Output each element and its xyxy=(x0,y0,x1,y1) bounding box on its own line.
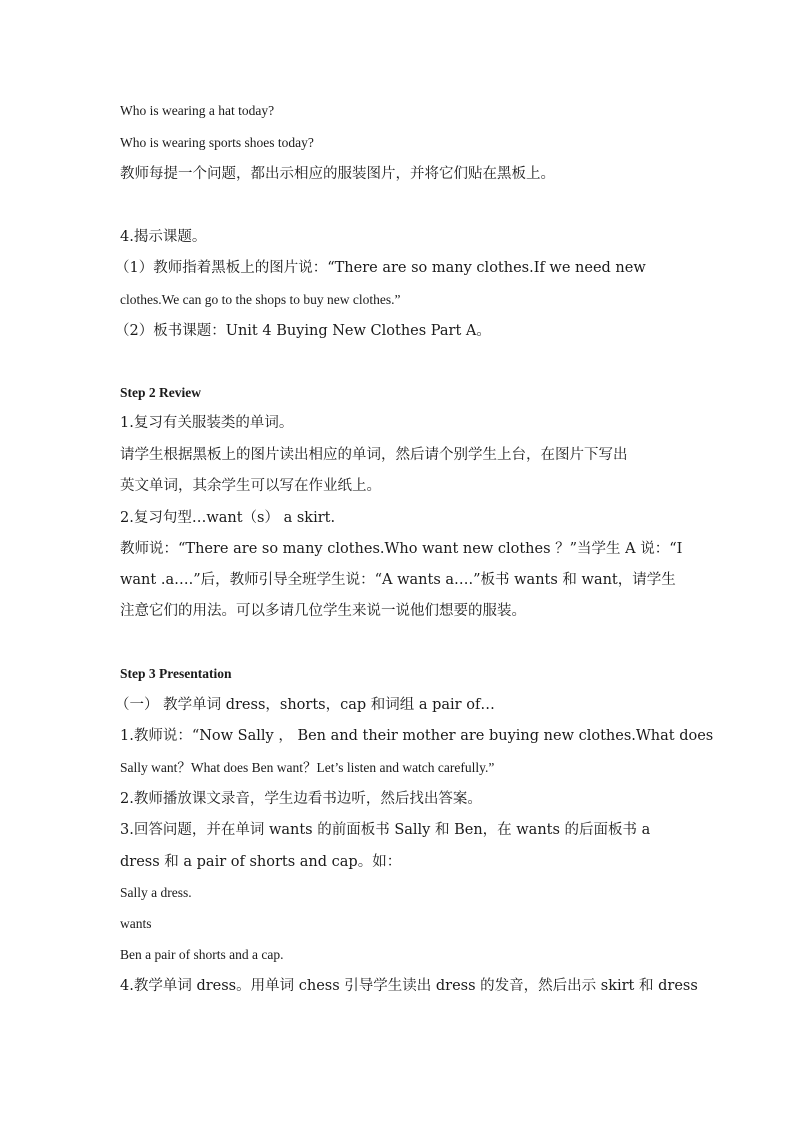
paragraph: 教师说：“There are so many clothes.Who want new clothes ？”当学生 A 说：“I xyxy=(120,541,683,557)
example-line: Ben a pair of shorts and a cap. xyxy=(120,947,284,962)
list-item-1: 1.复习有关服装类的单词。 xyxy=(120,415,294,431)
paragraph: 英文单词，其余学生可以写在作业纸上。 xyxy=(120,478,381,494)
question-hat: Who is wearing a hat today? xyxy=(120,103,275,118)
list-item-2: 2.复习句型…want（s） a skirt. xyxy=(120,510,336,526)
step-3-heading: Step 3 Presentation xyxy=(120,666,232,681)
list-item-3: 3.回答问题，并在单词 wants 的前面板书 Sally 和 Ben，在 wants 的后面板书 a xyxy=(120,822,651,838)
paragraph: 请学生根据黑板上的图片读出相应的单词，然后请个别学生上台，在图片下写出 xyxy=(120,447,628,463)
paragraph: （2）板书课题：Unit 4 Buying New Clothes Part A。 xyxy=(115,323,491,339)
paragraph: （1）教师指着黑板上的图片说：“There are so many clothes.If we need new xyxy=(115,260,646,276)
list-item-2: 2.教师播放课文录音，学生边看书边听，然后找出答案。 xyxy=(120,791,482,807)
sub-heading: （一） 教学单词 dress，shorts，cap 和词组 a pair of… xyxy=(115,697,495,713)
list-item-1: 1.教师说：“Now Sally ， Ben and their mother are buying new clothes.What does xyxy=(120,728,714,744)
paragraph: 注意它们的用法。可以多请几位学生来说一说他们想要的服装。 xyxy=(120,603,526,619)
paragraph: Sally want？What does Ben want？Let’s listen and watch carefully.” xyxy=(120,760,495,775)
example-line: Sally a dress. xyxy=(120,885,192,900)
paragraph: want .a….”后，教师引导全班学生说：“A wants a….”板书 wants 和 want，请学生 xyxy=(120,572,676,588)
paragraph: clothes.We can go to the shops to buy new clothes.” xyxy=(120,292,401,307)
list-item-4: 4.教学单词 dress。用单词 chess 引导学生读出 dress 的发音，然后出示 skirt 和 dress xyxy=(120,978,698,994)
question-shoes: Who is wearing sports shoes today? xyxy=(120,135,314,150)
example-line: wants xyxy=(120,916,152,931)
paragraph: 教师每提一个问题，都出示相应的服装图片，并将它们贴在黑板上。 xyxy=(120,166,555,182)
step-2-heading: Step 2 Review xyxy=(120,385,201,400)
paragraph: dress 和 a pair of shorts and cap。如： xyxy=(120,854,402,870)
list-item-4: 4.揭示课题。 xyxy=(120,229,207,245)
